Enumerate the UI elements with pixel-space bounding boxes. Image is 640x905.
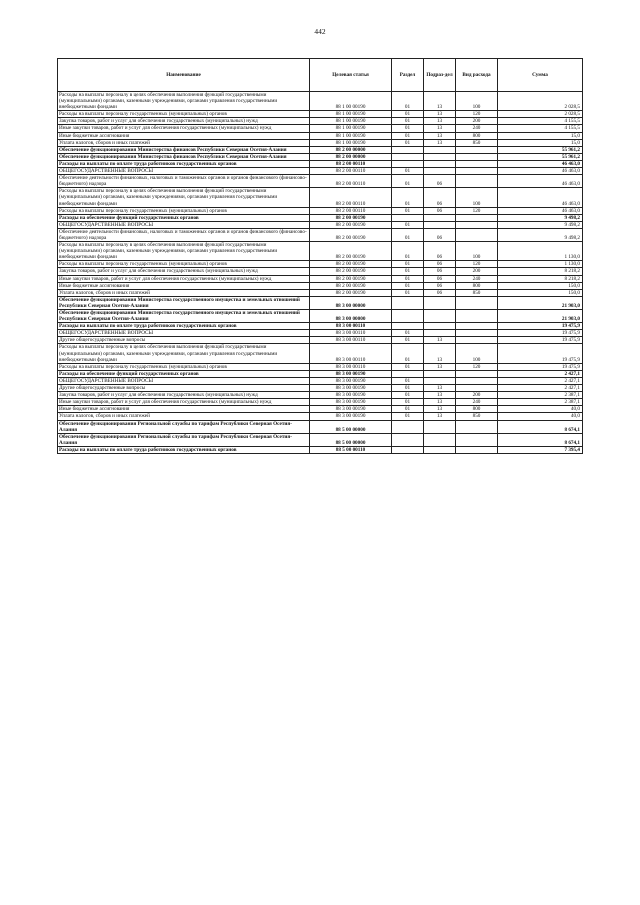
cell-sum: 8 218,2 bbox=[498, 275, 583, 282]
table-body bbox=[58, 92, 583, 454]
cell-section bbox=[392, 310, 424, 323]
cell-target: 88 3 00 00110 bbox=[310, 337, 392, 344]
cell-name: Иные бюджетные ассигнования bbox=[58, 132, 310, 139]
cell-section bbox=[392, 214, 424, 221]
cell-type: 120 bbox=[456, 111, 498, 118]
cell-type: 120 bbox=[456, 363, 498, 370]
cell-subsection bbox=[424, 310, 456, 323]
cell-subsection: 06 bbox=[424, 207, 456, 214]
cell-sum: 2 028,5 bbox=[498, 111, 583, 118]
cell-subsection: 06 bbox=[424, 268, 456, 275]
cell-name: Другие общегосударственные вопросы bbox=[58, 337, 310, 344]
cell-name: ОБЩЕГОСУДАРСТВЕННЫЕ ВОПРОСЫ bbox=[58, 221, 310, 228]
cell-target: 88 2 00 00000 bbox=[310, 153, 392, 160]
cell-target: 88 2 00 00110 bbox=[310, 207, 392, 214]
table-row bbox=[58, 168, 583, 175]
cell-subsection: 13 bbox=[424, 92, 456, 111]
table-row bbox=[58, 160, 583, 167]
cell-type bbox=[456, 153, 498, 160]
cell-type: 100 bbox=[456, 92, 498, 111]
cell-type: 240 bbox=[456, 399, 498, 406]
table-row bbox=[58, 296, 583, 309]
cell-type bbox=[456, 175, 498, 188]
table-row bbox=[58, 146, 583, 153]
table-row bbox=[58, 125, 583, 132]
table-row bbox=[58, 268, 583, 275]
cell-target: 88 2 00 00190 bbox=[310, 214, 392, 221]
table-row bbox=[58, 92, 583, 111]
cell-type bbox=[456, 370, 498, 377]
cell-type: 850 bbox=[456, 413, 498, 420]
cell-section: 01 bbox=[392, 406, 424, 413]
cell-section bbox=[392, 296, 424, 309]
cell-sum: 4 155,5 bbox=[498, 125, 583, 132]
cell-target: 88 2 00 00190 bbox=[310, 282, 392, 289]
cell-subsection bbox=[424, 420, 456, 433]
cell-target: 88 3 00 00000 bbox=[310, 296, 392, 309]
table-row bbox=[58, 399, 583, 406]
table-row bbox=[58, 337, 583, 344]
cell-section bbox=[392, 370, 424, 377]
cell-subsection bbox=[424, 446, 456, 453]
cell-section: 01 bbox=[392, 92, 424, 111]
cell-type: 850 bbox=[456, 289, 498, 296]
cell-target: 88 3 00 00110 bbox=[310, 330, 392, 337]
cell-name: Закупка товаров, работ и услуг для обеспечения государственных (муниципальных) нужд bbox=[58, 268, 310, 275]
table-row bbox=[58, 420, 583, 433]
cell-name: Расходы на выплаты персоналу государственных (муниципальных) органов bbox=[58, 111, 310, 118]
cell-subsection: 06 bbox=[424, 242, 456, 261]
cell-section: 01 bbox=[392, 111, 424, 118]
cell-name: Расходы на выплаты по оплате труда работников государственных органов bbox=[58, 323, 310, 330]
cell-name: Расходы на выплаты персоналу в целях обеспечения выполнения функций государственными (муниципальными) органами, казенными учреждениями, органами управления государственными внебюджетными фондами bbox=[58, 92, 310, 111]
cell-sum: 9 498,2 bbox=[498, 228, 583, 241]
cell-section: 01 bbox=[392, 363, 424, 370]
cell-type bbox=[456, 310, 498, 323]
cell-sum: 46 463,0 bbox=[498, 207, 583, 214]
cell-type bbox=[456, 337, 498, 344]
cell-target: 88 3 00 00190 bbox=[310, 385, 392, 392]
cell-sum: 46 463,0 bbox=[498, 160, 583, 167]
cell-subsection: 06 bbox=[424, 282, 456, 289]
cell-type: 240 bbox=[456, 125, 498, 132]
cell-target: 88 1 00 00190 bbox=[310, 132, 392, 139]
cell-name: Расходы на выплаты персоналу государственных (муниципальных) органов bbox=[58, 207, 310, 214]
cell-subsection: 06 bbox=[424, 289, 456, 296]
cell-subsection: 13 bbox=[424, 139, 456, 146]
table-row bbox=[58, 323, 583, 330]
cell-subsection: 13 bbox=[424, 118, 456, 125]
cell-section: 01 bbox=[392, 228, 424, 241]
cell-name: Расходы на выплаты персоналу в целях обеспечения выполнения функций государственными (муниципальными) органами, казенными учреждениями, органами управления государственными внебюджетными фондами bbox=[58, 242, 310, 261]
table-row bbox=[58, 111, 583, 118]
cell-name: Закупка товаров, работ и услуг для обеспечения государственных (муниципальных) нужд bbox=[58, 392, 310, 399]
cell-sum: 1 130,0 bbox=[498, 261, 583, 268]
cell-type: 800 bbox=[456, 406, 498, 413]
cell-target: 88 2 00 00190 bbox=[310, 228, 392, 241]
cell-section bbox=[392, 146, 424, 153]
table-row bbox=[58, 289, 583, 296]
cell-subsection: 13 bbox=[424, 399, 456, 406]
cell-section: 01 bbox=[392, 242, 424, 261]
cell-section bbox=[392, 433, 424, 446]
cell-name: ОБЩЕГОСУДАРСТВЕННЫЕ ВОПРОСЫ bbox=[58, 377, 310, 384]
cell-sum: 7 395,4 bbox=[498, 446, 583, 453]
cell-section: 01 bbox=[392, 330, 424, 337]
table-row bbox=[58, 344, 583, 363]
table-row bbox=[58, 228, 583, 241]
cell-subsection: 06 bbox=[424, 175, 456, 188]
cell-type bbox=[456, 330, 498, 337]
cell-type bbox=[456, 214, 498, 221]
cell-type: 240 bbox=[456, 275, 498, 282]
cell-section: 01 bbox=[392, 188, 424, 207]
cell-sum: 2 427,1 bbox=[498, 385, 583, 392]
cell-name: Обеспечение функционирования Региональной службы по тарифам Республики Северная Осетия-Алания bbox=[58, 433, 310, 446]
cell-subsection bbox=[424, 323, 456, 330]
cell-type: 120 bbox=[456, 207, 498, 214]
table-row bbox=[58, 175, 583, 188]
cell-name: Обеспечение функционирования Министерства финансов Республики Северная Осетия-Алания bbox=[58, 153, 310, 160]
cell-name: Обеспечение деятельности финансовых, налоговых и таможенных органов и органов финансового (финансово-бюджетного) надзора bbox=[58, 228, 310, 241]
cell-subsection: 06 bbox=[424, 261, 456, 268]
header-sum: Сумма bbox=[498, 59, 583, 92]
table-row bbox=[58, 330, 583, 337]
cell-subsection: 13 bbox=[424, 337, 456, 344]
cell-type bbox=[456, 168, 498, 175]
cell-section: 01 bbox=[392, 139, 424, 146]
cell-subsection bbox=[424, 160, 456, 167]
cell-sum: 46 463,0 bbox=[498, 188, 583, 207]
cell-type bbox=[456, 446, 498, 453]
cell-subsection bbox=[424, 214, 456, 221]
cell-subsection bbox=[424, 330, 456, 337]
cell-sum: 4 155,5 bbox=[498, 118, 583, 125]
cell-section bbox=[392, 160, 424, 167]
cell-type: 100 bbox=[456, 188, 498, 207]
cell-subsection: 13 bbox=[424, 111, 456, 118]
cell-section: 01 bbox=[392, 385, 424, 392]
cell-target: 88 5 00 00000 bbox=[310, 433, 392, 446]
cell-section: 01 bbox=[392, 125, 424, 132]
cell-sum: 9 498,2 bbox=[498, 214, 583, 221]
cell-sum: 55 961,2 bbox=[498, 146, 583, 153]
cell-name: ОБЩЕГОСУДАРСТВЕННЫЕ ВОПРОСЫ bbox=[58, 168, 310, 175]
cell-name: Иные закупки товаров, работ и услуг для обеспечения государственных (муниципальных) нужд bbox=[58, 125, 310, 132]
cell-section: 01 bbox=[392, 221, 424, 228]
cell-target: 88 1 00 00190 bbox=[310, 111, 392, 118]
cell-subsection bbox=[424, 370, 456, 377]
cell-sum: 8 218,2 bbox=[498, 268, 583, 275]
cell-section: 01 bbox=[392, 413, 424, 420]
cell-target: 88 1 00 00190 bbox=[310, 92, 392, 111]
cell-type: 850 bbox=[456, 139, 498, 146]
cell-section: 01 bbox=[392, 275, 424, 282]
cell-target: 88 3 00 00190 bbox=[310, 370, 392, 377]
table-row bbox=[58, 242, 583, 261]
cell-type bbox=[456, 377, 498, 384]
cell-type: 200 bbox=[456, 268, 498, 275]
cell-target: 88 3 00 00190 bbox=[310, 413, 392, 420]
cell-name: Обеспечение деятельности финансовых, налоговых и таможенных органов и органов финансового (финансово-бюджетного) надзора bbox=[58, 175, 310, 188]
cell-subsection: 13 bbox=[424, 406, 456, 413]
cell-target: 88 3 00 00190 bbox=[310, 406, 392, 413]
cell-sum: 19 475,9 bbox=[498, 344, 583, 363]
cell-name: Иные бюджетные ассигнования bbox=[58, 282, 310, 289]
cell-subsection bbox=[424, 221, 456, 228]
cell-subsection: 13 bbox=[424, 363, 456, 370]
cell-sum: 21 903,0 bbox=[498, 296, 583, 309]
cell-sum: 15,0 bbox=[498, 139, 583, 146]
cell-sum: 55 961,2 bbox=[498, 153, 583, 160]
cell-sum: 8 674,1 bbox=[498, 433, 583, 446]
cell-name: Расходы на обеспечение функций государственных органов bbox=[58, 370, 310, 377]
cell-section bbox=[392, 323, 424, 330]
cell-sum: 15,0 bbox=[498, 132, 583, 139]
cell-section: 01 bbox=[392, 168, 424, 175]
cell-type: 100 bbox=[456, 344, 498, 363]
cell-sum: 40,0 bbox=[498, 406, 583, 413]
cell-sum: 1 130,0 bbox=[498, 242, 583, 261]
cell-sum: 2 387,1 bbox=[498, 399, 583, 406]
cell-name: Расходы на выплаты персоналу в целях обеспечения выполнения функций государственными (муниципальными) органами, казенными учреждениями, органами управления государственными внебюджетными фондами bbox=[58, 188, 310, 207]
cell-name: Обеспечение функционирования Министерства государственного имущества и земельных отношений Республики Северная Осетия-Алания bbox=[58, 296, 310, 309]
cell-subsection bbox=[424, 296, 456, 309]
cell-target: 88 2 00 00190 bbox=[310, 268, 392, 275]
cell-section: 01 bbox=[392, 399, 424, 406]
table-row bbox=[58, 377, 583, 384]
cell-subsection: 06 bbox=[424, 275, 456, 282]
cell-target: 88 3 00 00190 bbox=[310, 377, 392, 384]
cell-subsection: 13 bbox=[424, 385, 456, 392]
cell-target: 88 3 00 00110 bbox=[310, 363, 392, 370]
table-row bbox=[58, 310, 583, 323]
cell-section: 01 bbox=[392, 392, 424, 399]
table-row bbox=[58, 221, 583, 228]
budget-table bbox=[57, 58, 583, 454]
cell-name: Уплата налогов, сборов и иных платежей bbox=[58, 289, 310, 296]
table-row bbox=[58, 413, 583, 420]
header-name: Наименование bbox=[58, 59, 310, 92]
cell-section: 01 bbox=[392, 268, 424, 275]
cell-name: Иные закупки товаров, работ и услуг для обеспечения государственных (муниципальных) нужд bbox=[58, 399, 310, 406]
cell-target: 88 3 00 00000 bbox=[310, 310, 392, 323]
cell-sum: 19 475,9 bbox=[498, 323, 583, 330]
table-row bbox=[58, 370, 583, 377]
cell-name: Иные бюджетные ассигнования bbox=[58, 406, 310, 413]
cell-type: 120 bbox=[456, 261, 498, 268]
cell-subsection bbox=[424, 377, 456, 384]
cell-target: 88 2 00 00110 bbox=[310, 175, 392, 188]
cell-sum: 21 903,0 bbox=[498, 310, 583, 323]
table-row bbox=[58, 118, 583, 125]
cell-target: 88 3 00 00190 bbox=[310, 399, 392, 406]
cell-subsection: 06 bbox=[424, 228, 456, 241]
cell-target: 88 2 00 00190 bbox=[310, 275, 392, 282]
cell-sum: 46 463,0 bbox=[498, 168, 583, 175]
cell-section bbox=[392, 420, 424, 433]
cell-sum: 2 387,1 bbox=[498, 392, 583, 399]
cell-type bbox=[456, 323, 498, 330]
cell-sum: 40,0 bbox=[498, 413, 583, 420]
cell-section: 01 bbox=[392, 337, 424, 344]
cell-name: Закупка товаров, работ и услуг для обеспечения государственных (муниципальных) нужд bbox=[58, 118, 310, 125]
header-subsection: Подраз-дел bbox=[424, 59, 456, 92]
table-row bbox=[58, 363, 583, 370]
table-row bbox=[58, 132, 583, 139]
header-section: Раздел bbox=[392, 59, 424, 92]
page-number: 442 bbox=[314, 27, 326, 36]
cell-section bbox=[392, 446, 424, 453]
table-row bbox=[58, 282, 583, 289]
cell-target: 88 5 00 00000 bbox=[310, 420, 392, 433]
cell-sum: 150,0 bbox=[498, 289, 583, 296]
cell-section: 01 bbox=[392, 207, 424, 214]
cell-section: 01 bbox=[392, 132, 424, 139]
cell-type bbox=[456, 433, 498, 446]
cell-sum: 2 427,1 bbox=[498, 377, 583, 384]
cell-section: 01 bbox=[392, 261, 424, 268]
table-row bbox=[58, 214, 583, 221]
cell-target: 88 2 00 00110 bbox=[310, 168, 392, 175]
cell-name: Расходы на выплаты персоналу государственных (муниципальных) органов bbox=[58, 261, 310, 268]
cell-name: Обеспечение функционирования Министерства финансов Республики Северная Осетия-Алания bbox=[58, 146, 310, 153]
cell-type bbox=[456, 160, 498, 167]
cell-target: 88 1 00 00190 bbox=[310, 139, 392, 146]
table-row bbox=[58, 207, 583, 214]
cell-name: Расходы на выплаты персоналу в целях обеспечения выполнения функций государственными (муниципальными) органами, казенными учреждениями, органами управления государственными внебюджетными фондами bbox=[58, 344, 310, 363]
table-row bbox=[58, 153, 583, 160]
cell-section bbox=[392, 153, 424, 160]
table-row bbox=[58, 261, 583, 268]
header-type: Вид расхода bbox=[456, 59, 498, 92]
cell-section: 01 bbox=[392, 175, 424, 188]
cell-sum: 8 674,1 bbox=[498, 420, 583, 433]
cell-subsection: 13 bbox=[424, 413, 456, 420]
cell-sum: 2 028,5 bbox=[498, 92, 583, 111]
cell-type bbox=[456, 420, 498, 433]
cell-subsection: 13 bbox=[424, 132, 456, 139]
cell-sum: 2 427,1 bbox=[498, 370, 583, 377]
cell-type bbox=[456, 146, 498, 153]
cell-type bbox=[456, 296, 498, 309]
cell-target: 88 5 00 00110 bbox=[310, 446, 392, 453]
cell-target: 88 2 00 00110 bbox=[310, 160, 392, 167]
cell-type: 200 bbox=[456, 392, 498, 399]
cell-type: 100 bbox=[456, 242, 498, 261]
cell-target: 88 2 00 00110 bbox=[310, 188, 392, 207]
cell-name: Расходы на выплаты персоналу государственных (муниципальных) органов bbox=[58, 363, 310, 370]
table-row bbox=[58, 392, 583, 399]
cell-target: 88 2 00 00190 bbox=[310, 289, 392, 296]
cell-subsection bbox=[424, 146, 456, 153]
cell-subsection: 13 bbox=[424, 125, 456, 132]
cell-section: 01 bbox=[392, 289, 424, 296]
cell-name: Уплата налогов, сборов и иных платежей bbox=[58, 413, 310, 420]
cell-name: Обеспечение функционирования Региональной службы по тарифам Республики Северная Осетия-Алания bbox=[58, 420, 310, 433]
cell-subsection: 13 bbox=[424, 344, 456, 363]
cell-name: Обеспечение функционирования Министерства государственного имущества и земельных отношений Республики Северная Осетия-Алания bbox=[58, 310, 310, 323]
cell-sum: 9 498,2 bbox=[498, 221, 583, 228]
cell-type: 800 bbox=[456, 282, 498, 289]
cell-type bbox=[456, 385, 498, 392]
cell-subsection bbox=[424, 153, 456, 160]
cell-target: 88 2 00 00190 bbox=[310, 242, 392, 261]
table-header-row bbox=[58, 59, 583, 92]
cell-type: 800 bbox=[456, 132, 498, 139]
cell-name: Расходы на обеспечение функций государственных органов bbox=[58, 214, 310, 221]
table-row bbox=[58, 188, 583, 207]
cell-subsection: 13 bbox=[424, 392, 456, 399]
cell-target: 88 2 00 00190 bbox=[310, 221, 392, 228]
cell-subsection bbox=[424, 168, 456, 175]
header-target: Целевая статья bbox=[310, 59, 392, 92]
cell-type: 200 bbox=[456, 118, 498, 125]
table-row bbox=[58, 139, 583, 146]
table-row bbox=[58, 433, 583, 446]
cell-sum: 19 475,9 bbox=[498, 330, 583, 337]
table-row bbox=[58, 275, 583, 282]
table-row bbox=[58, 446, 583, 453]
cell-target: 88 3 00 00110 bbox=[310, 323, 392, 330]
table-row bbox=[58, 406, 583, 413]
cell-sum: 150,0 bbox=[498, 282, 583, 289]
cell-name: ОБЩЕГОСУДАРСТВЕННЫЕ ВОПРОСЫ bbox=[58, 330, 310, 337]
cell-section: 01 bbox=[392, 118, 424, 125]
cell-sum: 19 475,9 bbox=[498, 363, 583, 370]
cell-section: 01 bbox=[392, 282, 424, 289]
cell-name: Расходы на выплаты по оплате труда работников государственных органов bbox=[58, 160, 310, 167]
cell-name: Уплата налогов, сборов и иных платежей bbox=[58, 139, 310, 146]
cell-section: 01 bbox=[392, 377, 424, 384]
table-row bbox=[58, 385, 583, 392]
cell-target: 88 3 00 00110 bbox=[310, 344, 392, 363]
cell-section: 01 bbox=[392, 344, 424, 363]
cell-target: 88 3 00 00190 bbox=[310, 392, 392, 399]
cell-type bbox=[456, 228, 498, 241]
cell-sum: 46 463,0 bbox=[498, 175, 583, 188]
cell-target: 88 1 00 00190 bbox=[310, 118, 392, 125]
cell-name: Расходы на выплаты по оплате труда работников государственных органов bbox=[58, 446, 310, 453]
cell-type bbox=[456, 221, 498, 228]
cell-subsection bbox=[424, 433, 456, 446]
cell-subsection: 06 bbox=[424, 188, 456, 207]
cell-sum: 19 475,9 bbox=[498, 337, 583, 344]
cell-target: 88 2 00 00000 bbox=[310, 146, 392, 153]
cell-target: 88 1 00 00190 bbox=[310, 125, 392, 132]
cell-name: Иные закупки товаров, работ и услуг для обеспечения государственных (муниципальных) нужд bbox=[58, 275, 310, 282]
cell-target: 88 2 00 00190 bbox=[310, 261, 392, 268]
cell-name: Другие общегосударственные вопросы bbox=[58, 385, 310, 392]
